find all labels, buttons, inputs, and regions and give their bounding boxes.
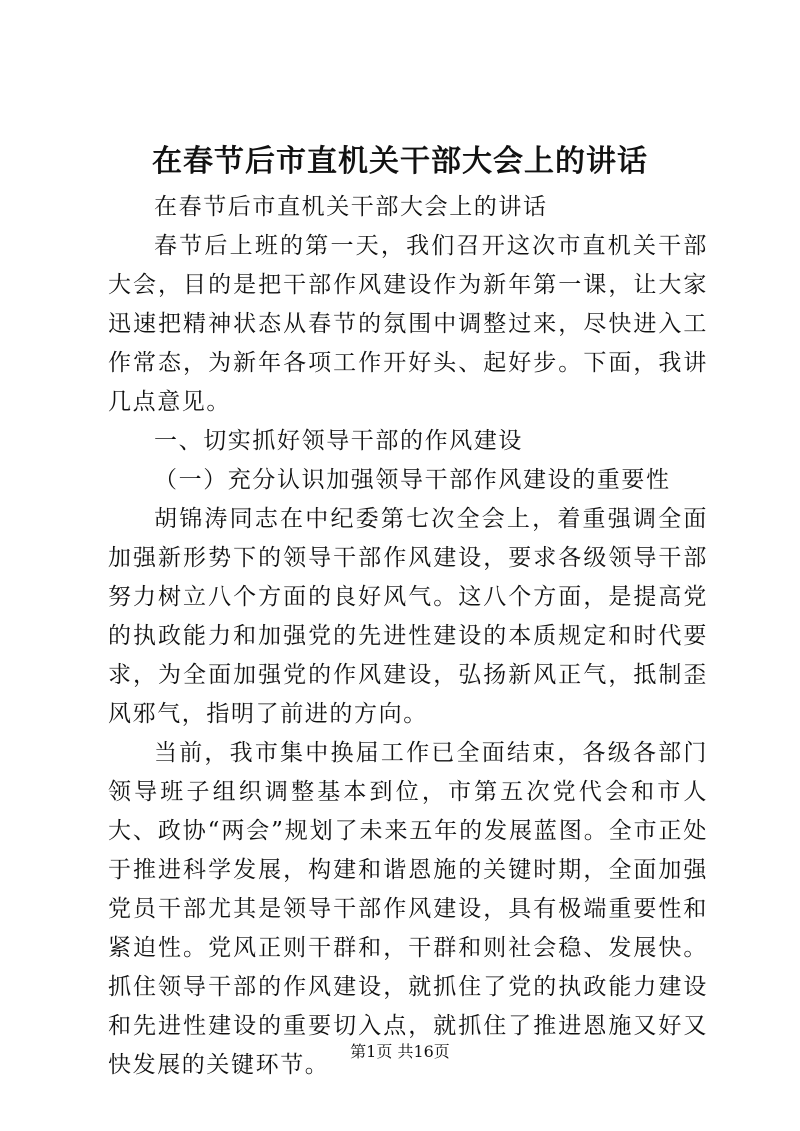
paragraph: 春节后上班的第一天，我们召开这次市直机关干部大会，目的是把干部作风建设作为新年第一课，让大家迅速把精神状态从春节的氛围中调整过来，尽快进入工作常态，为新年各项工作开好头、起好步。下面，我讲几点意见。 bbox=[108, 233, 708, 415]
document-body bbox=[108, 188, 708, 1085]
paragraph: 当前，我市集中换届工作已全面结束，各级各部门领导班子组织调整基本到位，市第五次党代会和市人大、政协“两会”规划了未来五年的发展蓝图。全市正处于推进科学发展，构建和谐恩施的关键时期，全面加强党员干部尤其是领导干部作风建设，具有极端重要性和紧迫性。党风正则干群和，干群和则社会稳、发展快。抓住领导干部的作风建设，就抓住了党的执政能力建设和先进性建设的重要切入点，就抓住了推进恩施又好又快发展的关键环节。 bbox=[108, 740, 708, 1078]
page-number-footer: 第1页 共16页 bbox=[350, 1042, 450, 1061]
subsection-heading: （一）充分认识加强领导干部作风建设的重要性 bbox=[154, 467, 671, 493]
section-heading: 一、切实抓好领导干部的作风建设 bbox=[154, 428, 523, 454]
document-title: 在春节后市直机关干部大会上的讲话 bbox=[152, 144, 648, 179]
paragraph: 在春节后市直机关干部大会上的讲话 bbox=[154, 194, 548, 220]
paragraph: 胡锦涛同志在中纪委第七次全会上，着重强调全面加强新形势下的领导干部作风建设，要求各级领导干部努力树立八个方面的良好风气。这八个方面，是提高党的执政能力和加强党的先进性建设的本质规定和时代要求，为全面加强党的作风建设，弘扬新风正气，抵制歪风邪气，指明了前进的方向。 bbox=[108, 506, 708, 727]
